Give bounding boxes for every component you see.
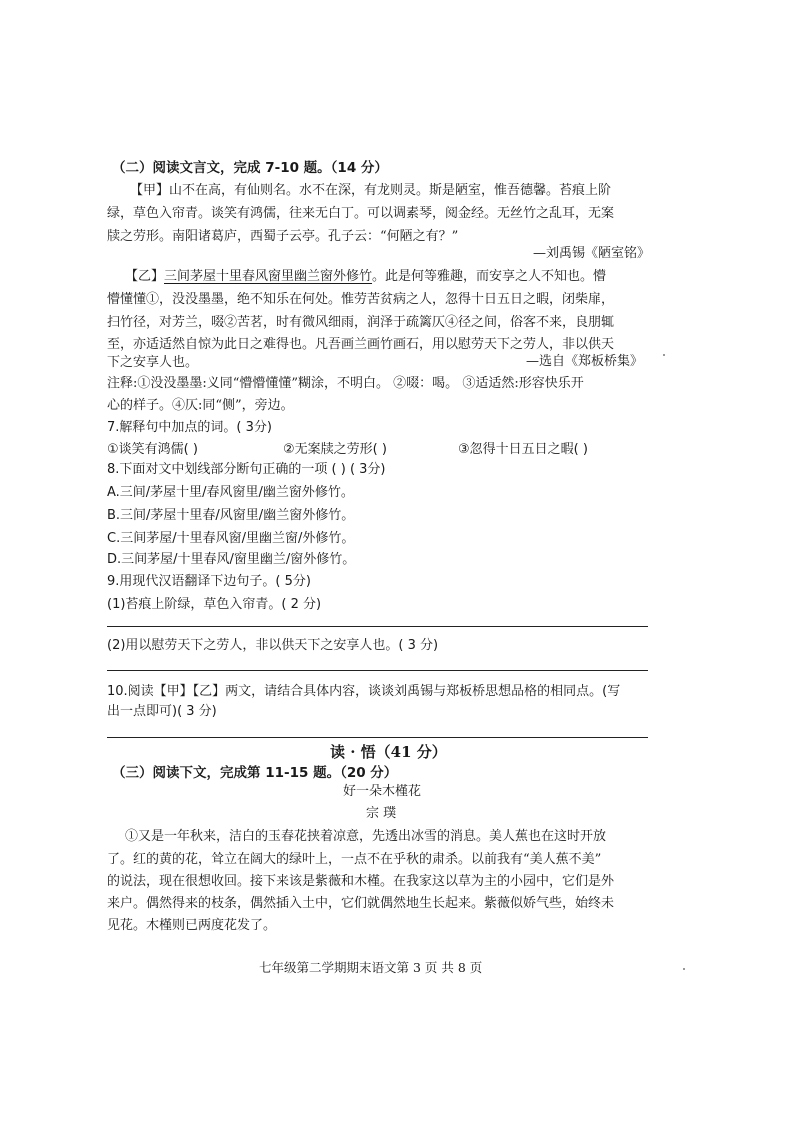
essay-title: 好一朵木槿花 [343, 784, 422, 799]
part-title: 读 · 悟（41 分） [330, 743, 447, 761]
q7-item-b: ②无案牍之劳形( ) [283, 442, 387, 457]
section2-heading: （二）阅读文言文，完成 7-10 题。（14 分） [112, 160, 388, 176]
underlined-sentence: 三间茅屋十里春风窗里幽兰窗外修竹 [164, 269, 373, 284]
q8-option: B.三间/茅屋十里春/风窗里/幽兰窗外修竹。 [107, 508, 355, 523]
q9-sentence-1: (1)苔痕上阶绿，草色入帘青。( 2 分) [107, 597, 322, 612]
page-footer: 七年级第二学期期末语文第 3 页 共 8 页 [259, 960, 483, 975]
passage-yi-line: 至，亦适适然自惊为此日之难得也。凡吾画兰画竹画石，用以慰劳天下之劳人，非以供天 [107, 337, 615, 352]
q7-item-a: ①谈笑有鸿儒( ) [107, 442, 198, 457]
passage-jia-line: 牍之劳形。南阳诸葛庐，西蜀子云亭。孔子云：“何陋之有？” [107, 229, 459, 244]
section3-heading: （三）阅读下文，完成第 11-15 题。（20 分） [112, 765, 398, 781]
q7-stem: 7.解释句中加点的词。( 3分) [107, 420, 272, 435]
notes-line: 心的样子。④仄:同“侧”，旁边。 [107, 398, 294, 413]
q8-option: A.三间/茅屋十里/春风窗里/幽兰窗外修竹。 [107, 485, 354, 500]
passage-jia-source: —刘禹锡《陋室铭》 [533, 246, 651, 261]
scan-speck [663, 354, 665, 356]
passage-yi-line: 下之安享人也。 [107, 355, 199, 370]
q8-option: C.三间茅屋/十里春风窗/里幽兰窗/外修竹。 [107, 531, 355, 546]
passage-jia-line: 【甲】山不在高，有仙则名。水不在深，有龙则灵。斯是陋室，惟吾德馨。苔痕上阶 [130, 183, 612, 198]
essay-line: 了。红的黄的花，耸立在阔大的绿叶上，一点不在乎秋的肃杀。以前我有“美人蕉不美” [107, 852, 602, 867]
passage-yi-line [125, 269, 606, 285]
essay-line: 来户。偶然得来的枝条，偶然插入土中，它们就偶然地生长起来。紫薇似娇气些，始终未 [107, 896, 615, 911]
q8-option: D.三间茅屋/十里春风/窗里幽兰/窗外修竹。 [107, 552, 356, 567]
q10-line: 出一点即可)( 3 分) [107, 704, 217, 719]
passage-yi-line: 懵懂懂①，没没墨墨，绝不知乐在何处。惟劳苦贫病之人，忽得十日五日之暇，闭柴扉， [107, 292, 615, 307]
answer-line [107, 670, 648, 671]
passage-jia-line: 绿，草色入帘青。谈笑有鸿儒，往来无白丁。可以调素琴，阅金经。无丝竹之乱耳，无案 [107, 206, 615, 221]
notes-line: 注释:①没没墨墨:义同“懵懵懂懂”糊涂，不明白。 ②啜：喝。 ③适适然:形容快乐开 [107, 376, 584, 391]
answer-line [107, 626, 648, 627]
passage-yi-source: —选自《郑板桥集》 [526, 354, 644, 369]
essay-line: 的说法，现在很想收回。接下来该是紫薇和木槿。在我家这以草为主的小园中，它们是外 [107, 874, 615, 889]
essay-author: 宗 璞 [366, 806, 397, 821]
q10-line: 10.阅读【甲】【乙】两文，请结合具体内容，谈谈刘禹锡与郑板桥思想品格的相同点。(写 [107, 684, 621, 699]
essay-line: 见花。木槿则已两度花发了。 [107, 918, 277, 933]
passage-yi-line1-rest: 。此是何等雅趣，而安享之人不知也。懵 [372, 269, 607, 284]
q7-item-c: ③忽得十日五日之暇( ) [458, 442, 588, 457]
passage-yi-tag: 【乙】 [125, 269, 165, 284]
q9-stem: 9.用现代汉语翻译下边句子。( 5分) [107, 574, 311, 589]
answer-line [107, 737, 648, 738]
scan-speck [683, 968, 685, 970]
essay-line: ①又是一年秋来，洁白的玉春花挟着凉意，先透出冰雪的消息。美人蕉也在这时开放 [125, 829, 607, 844]
q9-sentence-2: (2)用以慰劳天下之劳人，非以供天下之安享人也。( 3 分) [107, 638, 439, 653]
passage-yi-line: 扫竹径，对芳兰，啜②苦茗，时有微风细雨，润泽于疏篱仄④径之间，俗客不来，良朋辄 [107, 315, 615, 330]
q8-stem: 8.下面对文中划线部分断句正确的一项 ( ) ( 3分) [107, 462, 386, 477]
